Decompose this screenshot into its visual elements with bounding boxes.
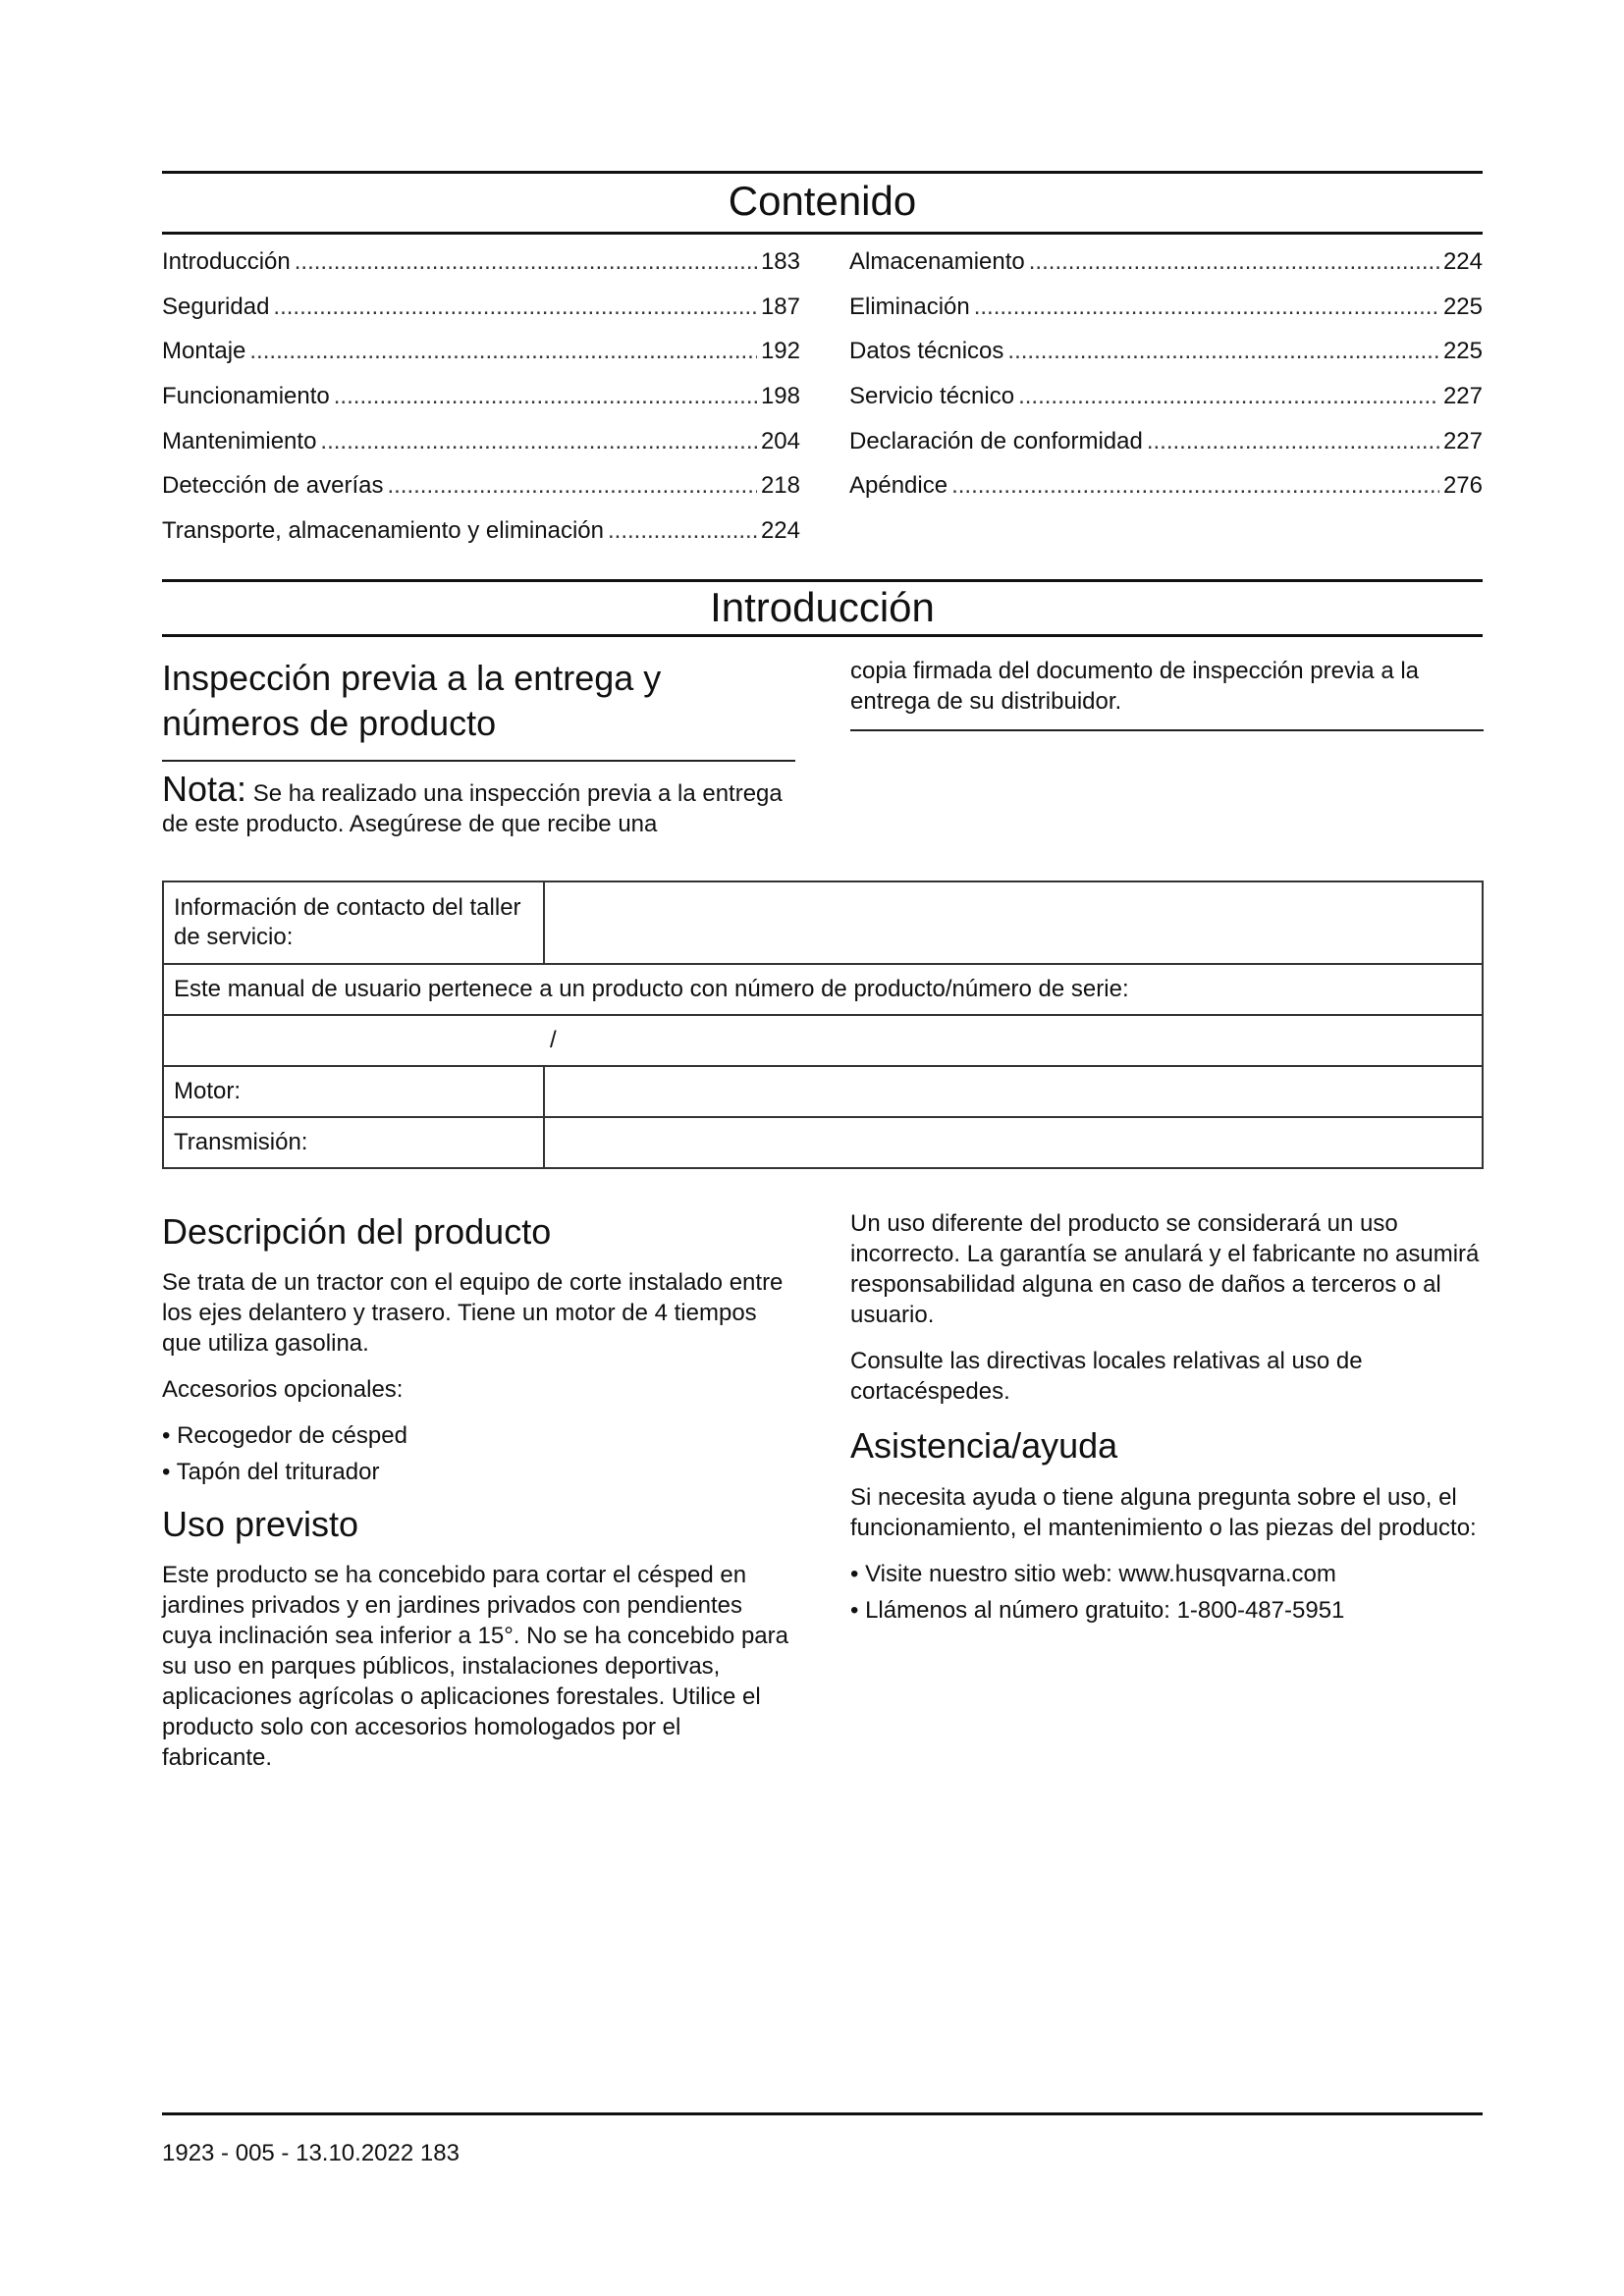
toc-entry[interactable]: Transporte, almacenamiento y eliminación ..... 224 <box>162 516 800 561</box>
list-item: • Llámenos al número gratuito: 1-800-487-5951 <box>850 1597 1345 1624</box>
table-row <box>163 1015 1483 1066</box>
doc-reference: 1923 - 005 - 13.10.2022 <box>162 2140 414 2166</box>
toc-entry[interactable]: Servicio técnico ..... 227 <box>849 382 1483 427</box>
page-footer <box>162 2140 460 2167</box>
manual-statement: Este manual de usuario pertenece a un producto con número de producto/número de serie: <box>163 964 1483 1015</box>
product-info-table <box>162 881 1484 1169</box>
directives-text: Consulte las directivas locales relativas al uso de cortacéspedes. <box>850 1348 1363 1405</box>
contents-bottom-rule <box>162 232 1483 235</box>
toc-entry[interactable]: Funcionamiento ..... 198 <box>162 382 800 427</box>
toc-entry[interactable]: Apéndice ..... 276 <box>849 471 1483 516</box>
toc-entry[interactable]: Montaje ..... 192 <box>162 337 800 382</box>
assistance-text: Si necesita ayuda o tiene alguna pregunta sobre el uso, el funcionamiento, el mantenimiento o las piezas del producto: <box>850 1484 1477 1541</box>
accessories-list <box>162 1420 790 1487</box>
assistance-body <box>850 1482 1484 1631</box>
assistance-heading: Asistencia/ayuda <box>850 1425 1118 1466</box>
nota-continuation-rule <box>850 729 1484 731</box>
nota-label: Nota: <box>162 769 247 809</box>
toc-entry[interactable]: Seguridad ..... 187 <box>162 293 800 338</box>
contents-top-rule <box>162 171 1483 174</box>
page-number: 183 <box>419 2140 460 2166</box>
toc-entry[interactable]: Datos técnicos ..... 225 <box>849 337 1483 382</box>
intro-title: Introducción <box>710 584 935 630</box>
inspection-heading-rule <box>162 760 795 762</box>
intro-bottom-rule <box>162 634 1483 637</box>
contact-label: Información de contacto del taller de servicio: <box>163 881 544 964</box>
toc-entry[interactable]: Declaración de conformidad ..... 227 <box>849 427 1483 472</box>
toc-right-column <box>849 247 1483 516</box>
serial-separator: / <box>550 1027 557 1053</box>
accessories-label: Accesorios opcionales: <box>162 1376 404 1403</box>
table-row <box>163 881 1483 964</box>
nota-paragraph <box>162 769 800 839</box>
intended-use-text: Este producto se ha concebido para cortar el césped en jardines privados y en jardines privados con pendientes cuya inclinación sea inferior a 15°. No se ha concebido para su uso en parques públicos, instalaciones deportivas, aplicaciones agrícolas o aplicaciones forestales. Utilice el producto solo con accesorios homologados por el fabricante. <box>162 1562 788 1771</box>
transmission-value-field[interactable] <box>544 1117 1483 1168</box>
contents-title: Contenido <box>728 178 917 224</box>
description-body <box>162 1267 790 1493</box>
right-column-body <box>850 1208 1484 1422</box>
table-row <box>163 1117 1483 1168</box>
assistance-list <box>850 1559 1484 1626</box>
intended-use-heading: Uso previsto <box>162 1504 359 1544</box>
toc-entry[interactable]: Eliminación ..... 225 <box>849 293 1483 338</box>
description-heading: Descripción del producto <box>162 1211 552 1252</box>
inspection-heading: Inspección previa a la entrega y números de producto <box>162 658 662 743</box>
nota-continuation: copia firmada del documento de inspección previa a la entrega de su distribuidor. <box>850 658 1420 715</box>
toc-left-column <box>162 247 800 561</box>
list-item: • Recogedor de césped <box>162 1422 407 1449</box>
list-item: • Visite nuestro sitio web: www.husqvarna.com <box>850 1561 1336 1587</box>
serial-number-field[interactable] <box>163 1015 1483 1066</box>
motor-label: Motor: <box>163 1066 544 1117</box>
toc-entry[interactable]: Introducción ..... 183 <box>162 247 800 293</box>
toc-entry[interactable]: Detección de averías ..... 218 <box>162 471 800 516</box>
motor-value-field[interactable] <box>544 1066 1483 1117</box>
transmission-label: Transmisión: <box>163 1117 544 1168</box>
footer-rule <box>162 2112 1483 2115</box>
intro-top-rule <box>162 579 1483 582</box>
toc-entry[interactable]: Mantenimiento ..... 204 <box>162 427 800 472</box>
table-row <box>163 964 1483 1015</box>
toc-entry[interactable]: Almacenamiento ..... 224 <box>849 247 1483 293</box>
contact-value-field[interactable] <box>544 881 1483 964</box>
description-text: Se trata de un tractor con el equipo de corte instalado entre los ejes delantero y trasero. Tiene un motor de 4 tiempos que utiliza gasolina. <box>162 1269 784 1357</box>
table-row <box>163 1066 1483 1117</box>
nota-text: Se ha realizado una inspección previa a la entrega de este producto. Asegúrese de que recibe una <box>162 780 783 837</box>
list-item: • Tapón del triturador <box>162 1459 380 1485</box>
misuse-text: Un uso diferente del producto se considerará un uso incorrecto. La garantía se anulará y el fabricante no asumirá responsabilidad alguna en caso de daños a terceros o al usuario. <box>850 1210 1480 1328</box>
